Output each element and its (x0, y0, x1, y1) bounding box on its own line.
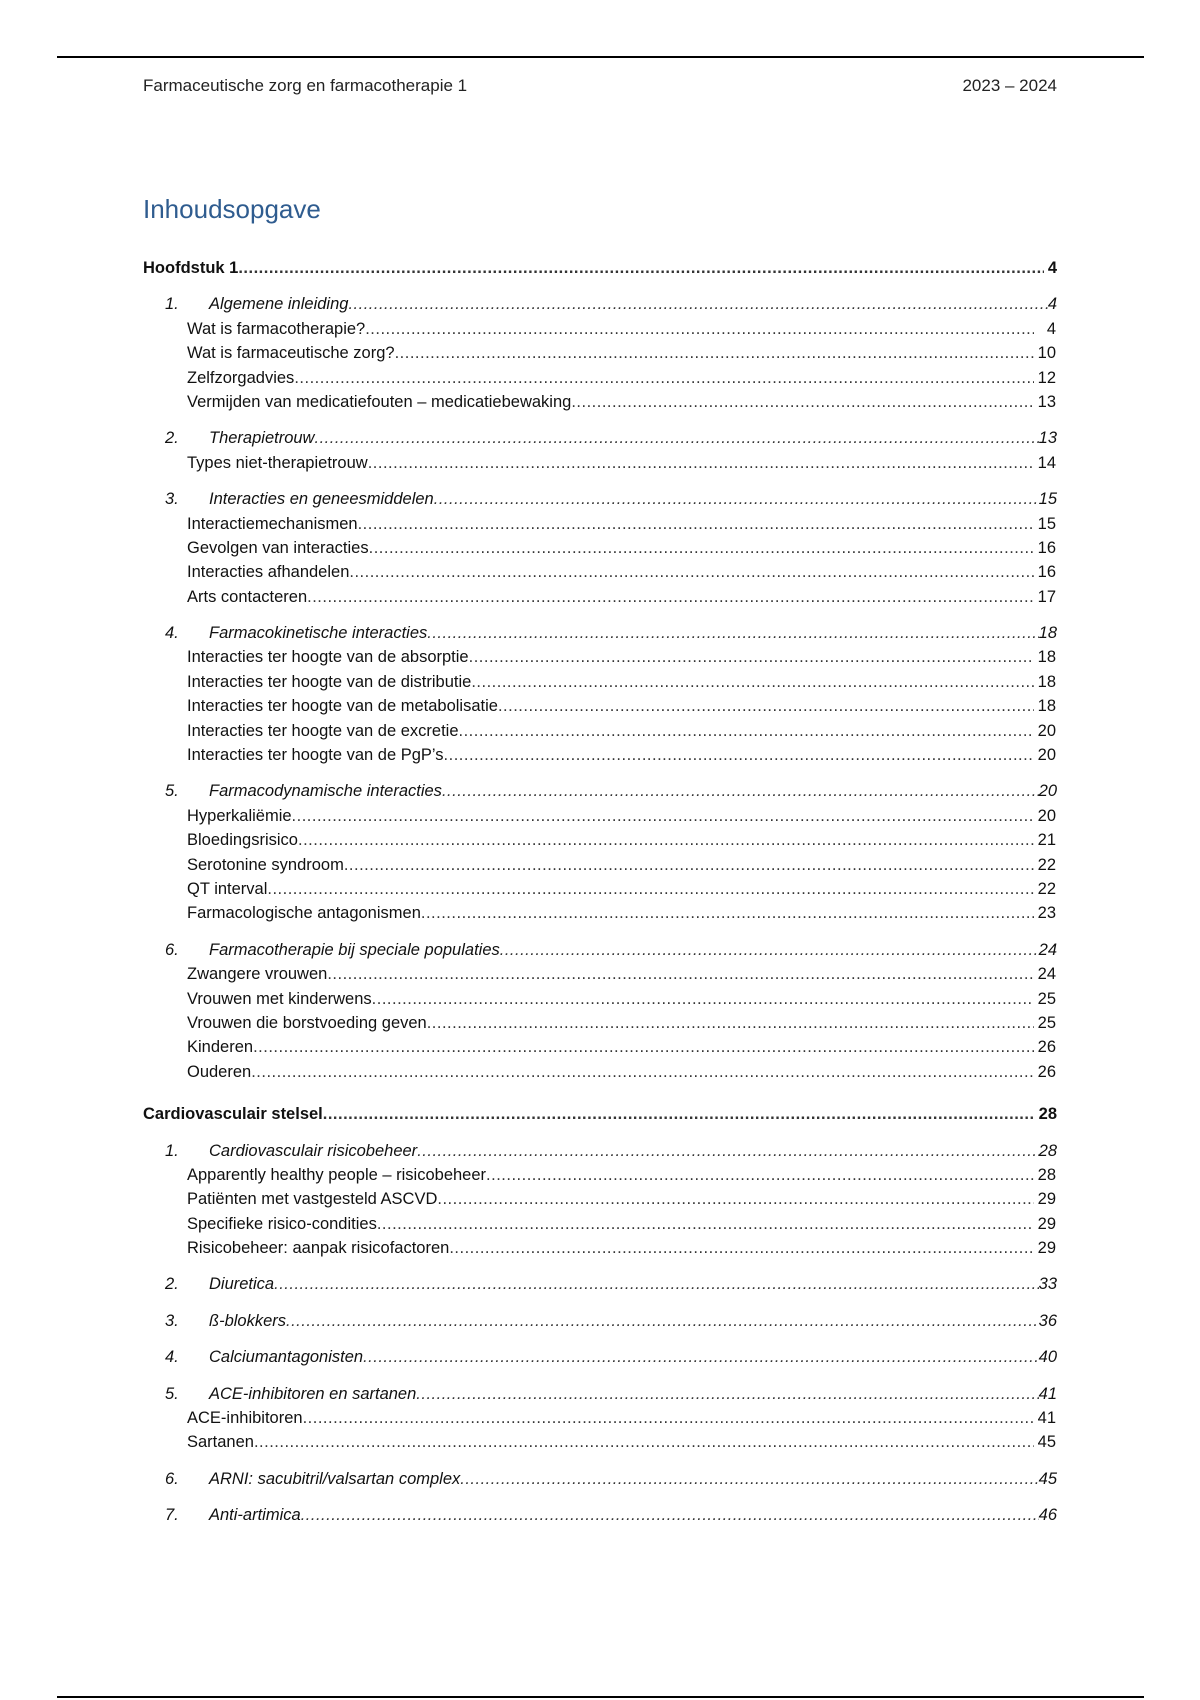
toc-page-number: 41 (1038, 1384, 1057, 1403)
toc-section-title: Therapietrouw (209, 429, 315, 448)
toc-subsection[interactable] (143, 451, 1057, 475)
toc-subsection-label: QT interval (187, 879, 268, 898)
toc-page-number: 17 (1037, 587, 1056, 606)
toc-section[interactable] (143, 1382, 1057, 1406)
toc-subsection[interactable] (143, 390, 1057, 414)
toc-page-number: 4 (1047, 259, 1057, 277)
toc-leader (292, 804, 1034, 828)
page-header (143, 76, 1057, 96)
toc-leader (395, 341, 1034, 365)
toc-page-number: 36 (1038, 1311, 1057, 1330)
toc-page-number: 20 (1037, 721, 1056, 740)
toc-section[interactable] (143, 1503, 1057, 1527)
toc-section[interactable] (143, 1272, 1057, 1296)
toc-subsection-label: Patiënten met vastgesteld ASCVD (187, 1190, 438, 1209)
toc-section-number: 4. (165, 624, 179, 643)
toc-subsection[interactable] (143, 645, 1057, 669)
toc-subsection[interactable] (143, 1212, 1057, 1236)
toc-leader (459, 719, 1035, 743)
toc-subsection[interactable] (143, 585, 1057, 609)
toc-leader (314, 426, 1038, 450)
toc-page-number: 28 (1038, 1141, 1057, 1160)
toc-section-label (165, 1345, 363, 1369)
toc-section-title: Farmacotherapie bij speciale populaties (209, 940, 500, 959)
toc-subsection[interactable] (143, 670, 1057, 694)
toc-subsection[interactable] (143, 1236, 1057, 1260)
toc-section[interactable] (143, 426, 1057, 450)
toc-subsection-label: Interacties ter hoogte van de metabolisatie (187, 697, 498, 716)
toc-page-number: 15 (1038, 490, 1057, 509)
toc-subsection[interactable] (143, 1406, 1057, 1430)
toc-subsection-label: Interacties ter hoogte van de absorptie (187, 648, 469, 667)
toc-chapter[interactable] (143, 1102, 1057, 1126)
toc-subsection-label: Apparently healthy people – risicobeheer (187, 1165, 487, 1184)
toc-page-number: 33 (1038, 1275, 1057, 1294)
toc-section-number: 4. (165, 1348, 179, 1367)
toc-subsection[interactable] (143, 962, 1057, 986)
toc-leader (437, 1187, 1034, 1211)
toc-section-label (165, 292, 348, 316)
toc-section-label (165, 1309, 286, 1333)
toc-page-number: 4 (1046, 319, 1056, 338)
toc-section-title: Interacties en geneesmiddelen (209, 490, 434, 509)
toc-page-number: 23 (1037, 904, 1056, 923)
toc-subsection-label: Ouderen (187, 1062, 252, 1081)
toc-subsection[interactable] (143, 719, 1057, 743)
toc-subsection[interactable] (143, 512, 1057, 536)
toc-subsection-label: Zwangere vrouwen (187, 965, 328, 984)
toc-section-label (165, 1272, 274, 1296)
toc-section[interactable] (143, 487, 1057, 511)
toc-section-title: Anti-artimica (209, 1506, 301, 1525)
toc-page-number: 15 (1037, 514, 1056, 533)
toc-leader (442, 779, 1039, 803)
toc-leader (377, 1212, 1034, 1236)
toc-page-number: 12 (1037, 368, 1056, 387)
toc-page-number: 16 (1037, 563, 1056, 582)
toc-subsection-label: Vermijden van medicatiefouten – medicatiebewaking (187, 392, 572, 411)
toc-section-label (165, 779, 442, 803)
toc-subsection-label: Types niet-therapietrouw (187, 453, 368, 472)
toc-leader (471, 670, 1034, 694)
toc-section-number: 3. (165, 490, 179, 509)
toc-leader (307, 585, 1034, 609)
toc-leader (444, 743, 1034, 767)
toc-leader (238, 256, 1043, 280)
toc-subsection-label: Vrouwen die borstvoeding geven (187, 1013, 427, 1032)
toc-section-title: Cardiovasculair risicobeheer (209, 1141, 418, 1160)
toc-leader (427, 621, 1038, 645)
toc-subsection-label: Gevolgen van interacties (187, 538, 369, 557)
toc-page-number: 20 (1037, 746, 1056, 765)
toc-subsection-label: Risicobeheer: aanpak risicofactoren (187, 1239, 450, 1258)
toc-subsection-label: Specifieke risico-condities (187, 1214, 377, 1233)
toc-subsection[interactable] (143, 828, 1057, 852)
toc-section[interactable] (143, 1309, 1057, 1333)
toc-section-label (165, 1467, 460, 1491)
toc-subsection[interactable] (143, 536, 1057, 560)
toc-leader (267, 877, 1034, 901)
toc-leader (294, 366, 1034, 390)
toc-subsection[interactable] (143, 694, 1057, 718)
toc-section[interactable] (143, 292, 1057, 316)
toc-page-number: 21 (1037, 831, 1056, 850)
toc-section[interactable] (143, 1467, 1057, 1491)
toc-subsection[interactable] (143, 987, 1057, 1011)
toc-page-number: 46 (1038, 1506, 1057, 1525)
toc-subsection[interactable] (143, 853, 1057, 877)
toc-leader (323, 1102, 1035, 1126)
toc-subsection-label: Wat is farmacotherapie? (187, 319, 366, 338)
toc-leader (486, 1163, 1034, 1187)
toc-page-number: 22 (1037, 879, 1056, 898)
toc-page-number: 20 (1038, 782, 1057, 801)
toc-section-title: ACE-inhibitoren en sartanen (209, 1384, 417, 1403)
toc-leader (416, 1382, 1038, 1406)
toc-page-number: 16 (1037, 538, 1056, 557)
toc-leader (349, 560, 1034, 584)
toc-subsection-label: Hyperkaliëmie (187, 806, 292, 825)
toc-leader (348, 292, 1047, 316)
toc-page-number: 22 (1037, 855, 1056, 874)
toc-leader (303, 1406, 1034, 1430)
toc-section-label (165, 1382, 416, 1406)
academic-year: 2023 – 2024 (962, 76, 1057, 95)
bottom-rule (57, 1696, 1144, 1698)
toc-leader (369, 536, 1034, 560)
toc-page-number: 41 (1037, 1409, 1056, 1428)
toc-leader (274, 1272, 1039, 1296)
toc-section-number: 6. (165, 1469, 179, 1488)
toc-leader (571, 390, 1034, 414)
toc-leader (469, 645, 1034, 669)
toc-leader (372, 987, 1034, 1011)
toc-subsection[interactable] (143, 1060, 1057, 1084)
toc-section-number: 1. (165, 295, 179, 314)
toc-leader (327, 962, 1034, 986)
toc-leader (254, 1430, 1034, 1454)
toc-section-title: Farmacodynamische interacties (209, 782, 442, 801)
toc-leader (498, 694, 1034, 718)
toc-section-label (165, 1503, 301, 1527)
toc-section-title: Calciumantagonisten (209, 1348, 364, 1367)
toc-leader (368, 451, 1034, 475)
toc-subsection[interactable] (143, 317, 1057, 341)
toc-subsection-label: Zelfzorgadvies (187, 368, 295, 387)
toc-subsection[interactable] (143, 341, 1057, 365)
toc-section-title: Algemene inleiding (209, 295, 349, 314)
toc-page-number: 18 (1037, 648, 1056, 667)
toc-section-title: Farmacokinetische interacties (209, 624, 428, 643)
toc-section[interactable] (143, 621, 1057, 645)
toc-page-number: 28 (1038, 1105, 1057, 1124)
table-of-contents (143, 256, 1057, 1528)
toc-subsection-label: Serotonine syndroom (187, 855, 344, 874)
toc-chapter-label: Hoofdstuk 1 (143, 259, 239, 277)
toc-subsection[interactable] (143, 1430, 1057, 1454)
toc-leader (251, 1060, 1034, 1084)
toc-subsection[interactable] (143, 1187, 1057, 1211)
toc-subsection-label: Interacties ter hoogte van de excretie (187, 721, 459, 740)
toc-leader (358, 512, 1034, 536)
toc-page-number: 18 (1038, 624, 1057, 643)
toc-page-number: 45 (1038, 1469, 1057, 1488)
toc-section-title: ß-blokkers (209, 1311, 287, 1330)
toc-leader (365, 317, 1034, 341)
toc-section-number: 2. (165, 429, 179, 448)
toc-section[interactable] (143, 938, 1057, 962)
toc-section-number: 3. (165, 1311, 179, 1330)
toc-leader (449, 1236, 1034, 1260)
toc-leader (427, 1011, 1034, 1035)
toc-subsection-label: Kinderen (187, 1038, 254, 1057)
toc-page-number: 26 (1037, 1062, 1056, 1081)
toc-chapter[interactable] (143, 256, 1057, 280)
toc-section-label (165, 426, 314, 450)
toc-subsection-label: Arts contacteren (187, 587, 308, 606)
toc-subsection[interactable] (143, 560, 1057, 584)
toc-section-label (165, 938, 500, 962)
toc-leader (298, 828, 1034, 852)
toc-section-number: 1. (165, 1141, 179, 1160)
toc-section[interactable] (143, 1139, 1057, 1163)
toc-chapter-label: Cardiovasculair stelsel (143, 1105, 323, 1124)
toc-subsection-label: Farmacologische antagonismen (187, 904, 421, 923)
toc-subsection-label: Interacties ter hoogte van de distributie (187, 672, 472, 691)
toc-page-number: 13 (1038, 429, 1057, 448)
toc-page-number: 26 (1037, 1038, 1056, 1057)
toc-page-number: 25 (1037, 1013, 1056, 1032)
chapter-spacer (143, 1084, 1057, 1102)
toc-subsection-label: Wat is farmaceutische zorg? (187, 344, 395, 363)
toc-subsection[interactable] (143, 743, 1057, 767)
toc-subsection-label: Interactiemechanismen (187, 514, 358, 533)
toc-section-title: Diuretica (209, 1275, 275, 1294)
toc-section-number: 5. (165, 782, 179, 801)
toc-leader (421, 901, 1034, 925)
toc-page-number: 29 (1037, 1214, 1056, 1233)
toc-section[interactable] (143, 1345, 1057, 1369)
toc-leader (286, 1309, 1039, 1333)
toc-subsection[interactable] (143, 1011, 1057, 1035)
toc-page-number: 45 (1037, 1433, 1056, 1452)
toc-subsection-label: ACE-inhibitoren (187, 1409, 303, 1428)
toc-section-label (165, 1139, 417, 1163)
toc-section-label (165, 487, 434, 511)
toc-page-number: 14 (1037, 453, 1056, 472)
toc-page-number: 4 (1047, 295, 1057, 314)
toc-subsection[interactable] (143, 804, 1057, 828)
toc-page-number: 29 (1037, 1239, 1056, 1258)
toc-leader (344, 853, 1034, 877)
toc-section-title: ARNI: sacubitril/valsartan complex (209, 1469, 461, 1488)
toc-page-number: 13 (1037, 392, 1056, 411)
toc-subsection-label: Bloedingsrisico (187, 831, 298, 850)
toc-section-number: 2. (165, 1275, 179, 1294)
toc-subsection[interactable] (143, 877, 1057, 901)
toc-page-number: 28 (1037, 1165, 1056, 1184)
toc-subsection[interactable] (143, 901, 1057, 925)
toc-page-number: 18 (1037, 672, 1056, 691)
toc-leader (417, 1139, 1038, 1163)
toc-page-number: 10 (1037, 344, 1056, 363)
toc-page-number: 29 (1037, 1190, 1056, 1209)
toc-subsection-label: Interacties ter hoogte van de PgP’s (187, 746, 444, 765)
toc-leader (253, 1035, 1034, 1059)
toc-leader (434, 487, 1039, 511)
toc-subsection-label: Vrouwen met kinderwens (187, 989, 372, 1008)
toc-leader (460, 1467, 1038, 1491)
toc-page-number: 40 (1038, 1348, 1057, 1367)
toc-subsection-label: Sartanen (187, 1433, 254, 1452)
toc-section-number: 6. (165, 940, 179, 959)
toc-section-number: 7. (165, 1506, 179, 1525)
toc-subsection[interactable] (143, 1035, 1057, 1059)
toc-section-label (165, 621, 427, 645)
toc-section-number: 5. (165, 1384, 179, 1403)
toc-subsection-label: Interacties afhandelen (187, 563, 350, 582)
toc-section[interactable] (143, 779, 1057, 803)
page-title: Inhoudsopgave (143, 194, 321, 224)
toc-page-number: 24 (1038, 940, 1057, 959)
toc-page-number: 24 (1037, 965, 1056, 984)
toc-page-number: 20 (1037, 806, 1056, 825)
toc-page-number: 25 (1037, 989, 1056, 1008)
course-title: Farmaceutische zorg en farmacotherapie 1 (143, 76, 468, 95)
toc-leader (500, 938, 1039, 962)
toc-page-number: 18 (1037, 697, 1056, 716)
toc-leader (301, 1503, 1039, 1527)
toc-subsection[interactable] (143, 366, 1057, 390)
top-rule (57, 56, 1144, 58)
toc-subsection[interactable] (143, 1163, 1057, 1187)
toc-leader (363, 1345, 1039, 1369)
